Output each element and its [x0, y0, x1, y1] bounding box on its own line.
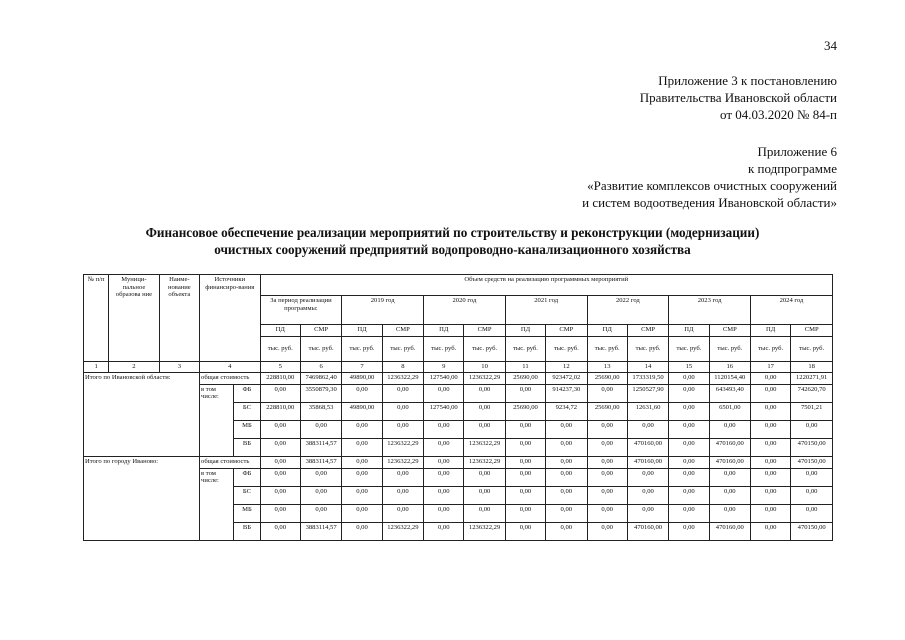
value-cell: 0,00 [546, 504, 587, 522]
column-number: 10 [464, 362, 505, 373]
header-period: 2024 год [750, 296, 832, 325]
column-number: 15 [669, 362, 709, 373]
value-cell: 0,00 [669, 486, 709, 504]
value-cell: 228810,00 [260, 402, 300, 420]
value-cell: 7469862,40 [300, 372, 341, 384]
value-cell: 0,00 [546, 420, 587, 438]
appendix-subprogram [582, 143, 837, 211]
value-cell: 0,00 [791, 468, 833, 486]
value-cell: 470160,00 [627, 438, 668, 456]
value-cell: 0,00 [382, 468, 423, 486]
value-cell: 0,00 [505, 420, 545, 438]
value-cell: 0,00 [342, 438, 382, 456]
value-cell: 0,00 [750, 438, 790, 456]
value-cell: 0,00 [587, 522, 627, 540]
header-period: 2023 год [669, 296, 751, 325]
value-cell: 0,00 [587, 486, 627, 504]
value-cell: 0,00 [627, 486, 668, 504]
value-cell: 0,00 [750, 372, 790, 384]
value-cell: 0,00 [464, 486, 505, 504]
value-cell: 470150,00 [791, 522, 833, 540]
header-pd: ПД [750, 325, 790, 337]
value-cell: 0,00 [587, 504, 627, 522]
value-cell: 1120154,40 [709, 372, 750, 384]
value-cell: 1236322,29 [464, 372, 505, 384]
value-cell: 0,00 [750, 504, 790, 522]
header-pd: ПД [260, 325, 300, 337]
value-cell: 0,00 [382, 420, 423, 438]
value-cell: 0,00 [260, 456, 300, 468]
header-period: 2022 год [587, 296, 669, 325]
header-source: Источники финансиро-вания [200, 275, 261, 362]
header-unit: тыс. руб. [382, 337, 423, 362]
value-cell: 0,00 [505, 522, 545, 540]
total-label: общая стоимость [200, 372, 261, 384]
value-cell: 3883114,57 [300, 438, 341, 456]
value-cell: 0,00 [342, 504, 382, 522]
value-cell: 25690,00 [587, 372, 627, 384]
value-cell: 25690,00 [505, 402, 545, 420]
value-cell: 0,00 [587, 420, 627, 438]
value-cell: 0,00 [750, 456, 790, 468]
value-cell: 1236322,29 [382, 522, 423, 540]
title-line: Финансовое обеспечение реализации мероприятий по строительству и реконструкции (модернизации) [145, 225, 760, 240]
value-cell: 0,00 [587, 468, 627, 486]
appendix-line: от 04.03.2020 № 84-п [720, 107, 837, 122]
value-cell: 0,00 [382, 402, 423, 420]
value-cell: 127540,00 [424, 372, 464, 384]
value-cell: 0,00 [750, 402, 790, 420]
value-cell: 25690,00 [587, 402, 627, 420]
value-cell: 1236322,29 [464, 522, 505, 540]
value-cell: 0,00 [709, 486, 750, 504]
value-cell: 0,00 [791, 420, 833, 438]
value-cell: 0,00 [750, 468, 790, 486]
value-cell: 0,00 [627, 420, 668, 438]
value-cell: 0,00 [709, 504, 750, 522]
column-number: 18 [791, 362, 833, 373]
value-cell: 0,00 [382, 504, 423, 522]
value-cell: 0,00 [669, 402, 709, 420]
header-object: Наиме-нование объекта [159, 275, 199, 362]
value-cell: 0,00 [791, 486, 833, 504]
column-number: 16 [709, 362, 750, 373]
including-label: в том числе: [200, 468, 234, 540]
value-cell: 0,00 [505, 504, 545, 522]
value-cell: 49890,00 [342, 402, 382, 420]
header-pd: ПД [505, 325, 545, 337]
value-cell: 0,00 [300, 504, 341, 522]
value-cell: 0,00 [505, 486, 545, 504]
value-cell: 0,00 [669, 438, 709, 456]
value-cell: 470150,00 [791, 438, 833, 456]
source-code: ФБ [234, 384, 260, 402]
value-cell: 1733319,50 [627, 372, 668, 384]
column-number: 14 [627, 362, 668, 373]
header-period: 2019 год [342, 296, 424, 325]
value-cell: 1236322,29 [464, 438, 505, 456]
value-cell: 0,00 [424, 504, 464, 522]
header-pd: ПД [342, 325, 382, 337]
value-cell: 3883114,57 [300, 456, 341, 468]
value-cell: 923472,02 [546, 372, 587, 384]
appendix-line: и систем водоотведения Ивановской области» [582, 195, 837, 210]
value-cell: 0,00 [669, 456, 709, 468]
value-cell: 7501,21 [791, 402, 833, 420]
value-cell: 3550879,30 [300, 384, 341, 402]
header-smr: СМР [382, 325, 423, 337]
value-cell: 0,00 [300, 468, 341, 486]
value-cell: 0,00 [669, 522, 709, 540]
header-unit: тыс. руб. [464, 337, 505, 362]
value-cell: 470150,00 [791, 456, 833, 468]
value-cell: 0,00 [342, 468, 382, 486]
header-pd: ПД [424, 325, 464, 337]
appendix-line: к подпрограмме [747, 161, 837, 176]
value-cell: 3883114,57 [300, 522, 341, 540]
appendix-line: Приложение 6 [757, 144, 837, 159]
value-cell: 0,00 [424, 384, 464, 402]
title-line: очистных сооружений предприятий водопроводно-канализационного хозяйства [214, 242, 691, 257]
header-unit: тыс. руб. [587, 337, 627, 362]
value-cell: 0,00 [464, 384, 505, 402]
column-number: 2 [109, 362, 159, 373]
header-smr: СМР [300, 325, 341, 337]
header-smr: СМР [709, 325, 750, 337]
value-cell: 0,00 [424, 486, 464, 504]
value-cell: 0,00 [260, 384, 300, 402]
appendix-resolution [640, 72, 837, 123]
value-cell: 127540,00 [424, 402, 464, 420]
column-number: 13 [587, 362, 627, 373]
appendix-line: «Развитие комплексов очистных сооружений [587, 178, 837, 193]
total-label: общая стоимость [200, 456, 261, 468]
value-cell: 0,00 [342, 420, 382, 438]
value-cell: 0,00 [260, 486, 300, 504]
header-unit: тыс. руб. [424, 337, 464, 362]
value-cell: 0,00 [546, 456, 587, 468]
source-code: МБ [234, 420, 260, 438]
value-cell: 470160,00 [709, 438, 750, 456]
column-number: 9 [424, 362, 464, 373]
value-cell: 1220271,91 [791, 372, 833, 384]
value-cell: 0,00 [669, 384, 709, 402]
header-period: За период реализации программы: [260, 296, 342, 325]
value-cell: 0,00 [750, 420, 790, 438]
value-cell: 0,00 [627, 468, 668, 486]
header-unit: тыс. руб. [300, 337, 341, 362]
value-cell: 0,00 [260, 420, 300, 438]
value-cell: 0,00 [546, 468, 587, 486]
column-number: 7 [342, 362, 382, 373]
header-unit: тыс. руб. [260, 337, 300, 362]
value-cell: 0,00 [546, 438, 587, 456]
value-cell: 0,00 [342, 384, 382, 402]
value-cell: 0,00 [300, 420, 341, 438]
column-number: 3 [159, 362, 199, 373]
value-cell: 0,00 [750, 522, 790, 540]
column-number: 4 [200, 362, 261, 373]
column-number: 8 [382, 362, 423, 373]
value-cell: 742620,70 [791, 384, 833, 402]
value-cell: 0,00 [464, 468, 505, 486]
header-row [84, 275, 833, 296]
value-cell: 0,00 [709, 468, 750, 486]
value-cell: 470160,00 [709, 456, 750, 468]
value-cell: 0,00 [382, 486, 423, 504]
value-cell: 0,00 [505, 384, 545, 402]
value-cell: 1236322,29 [382, 372, 423, 384]
value-cell: 0,00 [464, 402, 505, 420]
value-cell: 1236322,29 [464, 456, 505, 468]
value-cell: 0,00 [424, 468, 464, 486]
header-num: № п/п [84, 275, 109, 362]
value-cell: 0,00 [669, 420, 709, 438]
value-cell: 0,00 [669, 372, 709, 384]
column-number: 1 [84, 362, 109, 373]
column-number: 5 [260, 362, 300, 373]
column-numbers-row [84, 362, 833, 373]
block-label: Итого по городу Иваново: [84, 456, 200, 540]
financing-table [83, 274, 833, 541]
header-period: 2020 год [424, 296, 506, 325]
value-cell: 0,00 [505, 468, 545, 486]
value-cell: 470160,00 [627, 522, 668, 540]
value-cell: 0,00 [587, 384, 627, 402]
header-unit: тыс. руб. [627, 337, 668, 362]
value-cell: 0,00 [342, 456, 382, 468]
value-cell: 0,00 [342, 486, 382, 504]
header-unit: тыс. руб. [750, 337, 790, 362]
including-label: в том числе: [200, 384, 234, 456]
source-code: ВБ [234, 438, 260, 456]
value-cell: 0,00 [669, 468, 709, 486]
value-cell: 0,00 [424, 522, 464, 540]
header-volume: Объем средств на реализацию программных мероприятий [260, 275, 832, 296]
value-cell: 49890,00 [342, 372, 382, 384]
value-cell: 1250527,90 [627, 384, 668, 402]
value-cell: 0,00 [669, 504, 709, 522]
value-cell: 0,00 [382, 384, 423, 402]
value-cell: 0,00 [260, 468, 300, 486]
value-cell: 0,00 [546, 522, 587, 540]
value-cell: 0,00 [260, 438, 300, 456]
header-smr: СМР [627, 325, 668, 337]
value-cell: 35868,53 [300, 402, 341, 420]
value-cell: 0,00 [709, 420, 750, 438]
document-title [80, 224, 825, 258]
value-cell: 1236322,29 [382, 456, 423, 468]
header-period: 2021 год [505, 296, 587, 325]
header-pd: ПД [669, 325, 709, 337]
value-cell: 0,00 [505, 438, 545, 456]
header-smr: СМР [464, 325, 505, 337]
source-code: БС [234, 486, 260, 504]
source-code: ВБ [234, 522, 260, 540]
column-number: 11 [505, 362, 545, 373]
table-row [84, 372, 833, 384]
value-cell: 470160,00 [627, 456, 668, 468]
column-number: 6 [300, 362, 341, 373]
value-cell: 0,00 [627, 504, 668, 522]
value-cell: 0,00 [546, 486, 587, 504]
table-body [84, 275, 833, 541]
header-unit: тыс. руб. [669, 337, 709, 362]
value-cell: 0,00 [587, 438, 627, 456]
value-cell: 0,00 [342, 522, 382, 540]
value-cell: 0,00 [464, 504, 505, 522]
column-number: 12 [546, 362, 587, 373]
value-cell: 0,00 [424, 456, 464, 468]
table-row [84, 456, 833, 468]
value-cell: 0,00 [587, 456, 627, 468]
value-cell: 25690,00 [505, 372, 545, 384]
appendix-line: Приложение 3 к постановлению [658, 73, 837, 88]
value-cell: 0,00 [750, 384, 790, 402]
value-cell: 0,00 [791, 504, 833, 522]
header-unit: тыс. руб. [709, 337, 750, 362]
column-number: 17 [750, 362, 790, 373]
header-unit: тыс. руб. [505, 337, 545, 362]
page-number: 34 [824, 38, 837, 53]
value-cell: 0,00 [260, 504, 300, 522]
value-cell: 470160,00 [709, 522, 750, 540]
header-smr: СМР [791, 325, 833, 337]
source-code: ФБ [234, 468, 260, 486]
value-cell: 643493,40 [709, 384, 750, 402]
header-pd: ПД [587, 325, 627, 337]
value-cell: 0,00 [505, 456, 545, 468]
header-smr: СМР [546, 325, 587, 337]
value-cell: 0,00 [424, 420, 464, 438]
value-cell: 914237,30 [546, 384, 587, 402]
header-unit: тыс. руб. [342, 337, 382, 362]
header-unit: тыс. руб. [791, 337, 833, 362]
value-cell: 9234,72 [546, 402, 587, 420]
value-cell: 12631,60 [627, 402, 668, 420]
header-unit: тыс. руб. [546, 337, 587, 362]
value-cell: 0,00 [464, 420, 505, 438]
source-code: МБ [234, 504, 260, 522]
value-cell: 0,00 [750, 486, 790, 504]
value-cell: 6501,00 [709, 402, 750, 420]
value-cell: 0,00 [260, 522, 300, 540]
value-cell: 0,00 [300, 486, 341, 504]
block-label: Итого по Ивановской области: [84, 372, 200, 456]
value-cell: 0,00 [424, 438, 464, 456]
source-code: БС [234, 402, 260, 420]
value-cell: 228810,00 [260, 372, 300, 384]
header-municipality: Муници-пальное образова ние [109, 275, 159, 362]
value-cell: 1236322,29 [382, 438, 423, 456]
appendix-line: Правительства Ивановской области [639, 90, 837, 105]
